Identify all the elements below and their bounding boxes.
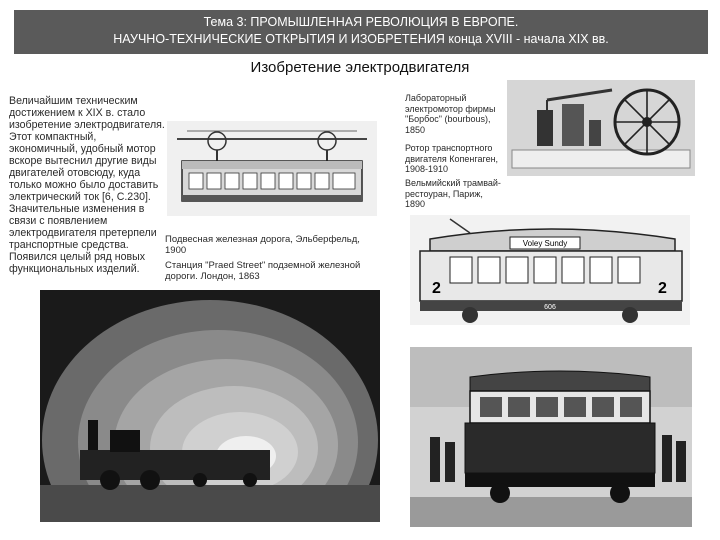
electric-motor-drawing	[507, 80, 695, 176]
topic-title: Тема 3: ПРОМЫШЛЕННАЯ РЕВОЛЮЦИЯ В ЕВРОПЕ.	[203, 15, 519, 29]
topic-subtitle: НАУЧНО-ТЕХНИЧЕСКИЕ ОТКРЫТИЯ И ИЗОБРЕТЕНИЯ конца XVIII - начала XIX вв.	[113, 32, 609, 46]
restaurant-tram-illustration	[410, 347, 692, 527]
tram-route-number-left: 2	[432, 280, 441, 297]
tunnel-illustration	[40, 290, 380, 522]
restaurant-tram-drawing	[410, 347, 692, 527]
tram-car-illustration	[410, 215, 690, 325]
caption-tram: Вельмийский трамвай-рестоуран, Париж, 1890	[405, 178, 501, 209]
intro-text: Величайшим техническим достижением к XIX в. стало изобретение электродвигателя. Этот компактный, экономичный, удобный мотор вскоре вытеснил другие виды двигателей отовсюду, куда только можно было доставить электрический ток [6, С.230]. Значительные изменения в связи с появлением электродвигателя претерпели транспортные средства. Появился целый ряд новых функциональных изделий.	[9, 95, 165, 275]
tram-fleet-number: 606	[544, 304, 556, 311]
tunnel-drawing	[40, 290, 380, 522]
electric-motor-photo	[507, 80, 695, 176]
monorail-illustration	[167, 121, 377, 216]
caption-monorail: Подвесная железная дорога, Эльберфельд, 1900	[165, 234, 360, 256]
tram-route-number-right: 2	[658, 280, 667, 297]
caption-rotor: Ротор транспортного двигателя Копенгаген, 1908-1910	[405, 143, 499, 174]
caption-motor: Лабораторный электромотор фирмы "Борбос" (bourbous), 1850	[405, 93, 496, 135]
caption-station: Станция "Praed Street" подземной железной дороги. Лондон, 1863	[165, 260, 361, 282]
monorail-drawing	[167, 121, 377, 216]
tram-car-drawing	[410, 215, 690, 325]
scanned-book-page	[5, 85, 705, 529]
tram-destination-sign: Voley Sundy	[522, 239, 568, 248]
topic-header	[14, 10, 708, 54]
slide-heading: Изобретение электродвигателя	[250, 59, 470, 76]
